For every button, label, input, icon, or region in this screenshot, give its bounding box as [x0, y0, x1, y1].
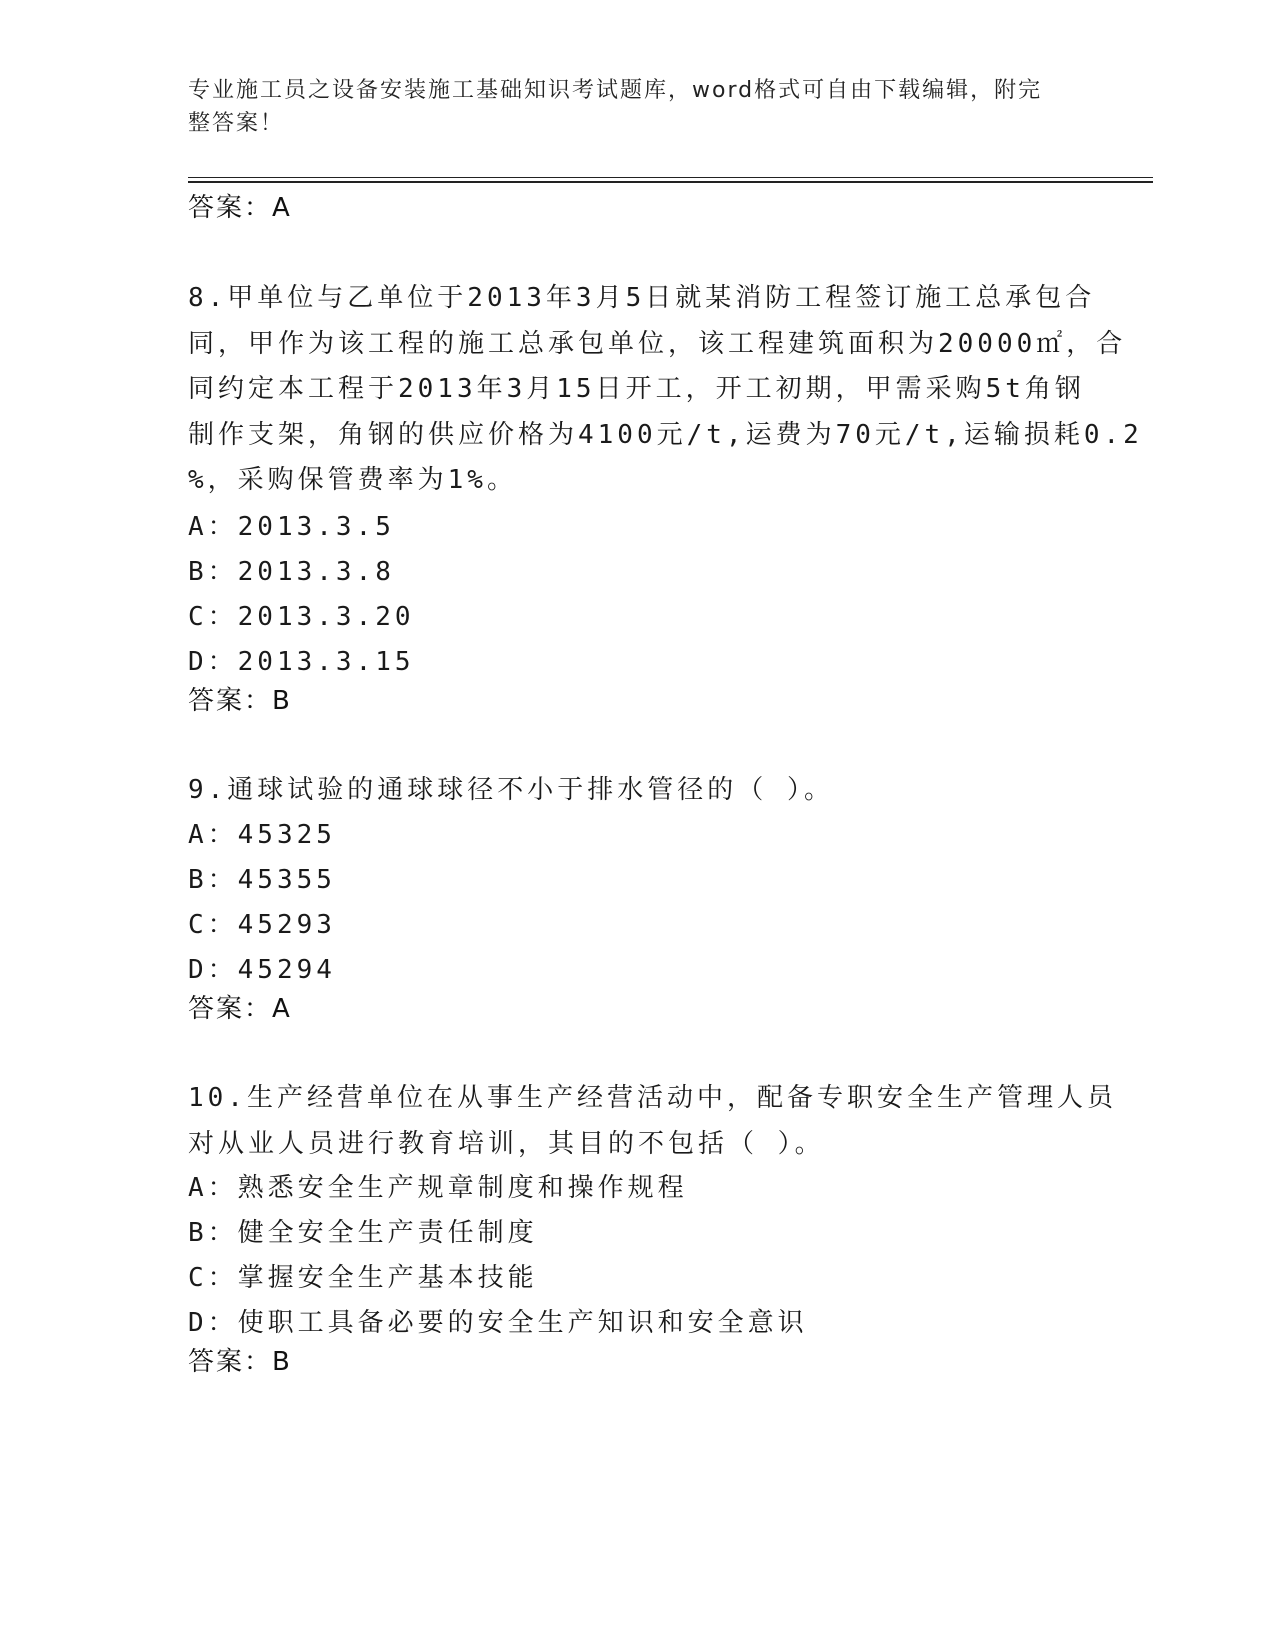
question-stem-line: 同，甲作为该工程的施工总承包单位，该工程建筑面积为20000㎡，合: [188, 328, 1127, 359]
option-a: A：熟悉安全生产规章制度和操作规程: [188, 1173, 688, 1203]
header-rule-thick: [188, 181, 1153, 183]
option-d: D：2013.3.15: [188, 647, 415, 677]
question-8-answer: 答案：B: [188, 686, 292, 716]
question-10-stem: [188, 1076, 1117, 1167]
question-10-options: [188, 1166, 1088, 1346]
page-header: [188, 74, 1088, 140]
option-c: C：45293: [188, 910, 336, 940]
question-9-answer: 答案：A: [188, 994, 292, 1024]
question-stem-line: %，采购保管费率为1%。: [188, 465, 517, 495]
question-8-options: [188, 505, 1088, 685]
question-9-stem: [188, 768, 1088, 814]
question-stem-line: 对从业人员进行教育培训，其目的不包括（ ）。: [188, 1128, 825, 1159]
option-a: A：45325: [188, 820, 336, 850]
question-stem-line: 9.通球试验的通球球径不小于排水管径的（ ）。: [188, 775, 834, 805]
option-d: D：使职工具备必要的安全生产知识和安全意识: [188, 1308, 808, 1338]
question-9-options: [188, 813, 1088, 993]
question-stem-line: 制作支架，角钢的供应价格为4100元/t,运费为70元/t,运输损耗0.2: [188, 419, 1143, 450]
question-10-answer: 答案：B: [188, 1347, 292, 1377]
option-d: D：45294: [188, 955, 336, 985]
header-line-1: 专业施工员之设备安装施工基础知识考试题库，word格式可自由下载编辑，附完: [188, 78, 1043, 103]
option-c: C：掌握安全生产基本技能: [188, 1263, 538, 1293]
header-rule-thin: [188, 177, 1153, 178]
option-b: B：45355: [188, 865, 336, 895]
option-a: A：2013.3.5: [188, 512, 395, 542]
question-stem-line: 10.生产经营单位在从事生产经营活动中，配备专职安全生产管理人员: [188, 1083, 1117, 1113]
question-stem-line: 同约定本工程于2013年3月15日开工，开工初期，甲需采购5t角钢: [188, 374, 1085, 404]
question-8-stem: [188, 276, 1143, 504]
option-b: B：健全安全生产责任制度: [188, 1218, 538, 1248]
question-stem-line: 8.甲单位与乙单位于2013年3月5日就某消防工程签订施工总承包合: [188, 283, 1096, 313]
option-b: B：2013.3.8: [188, 557, 395, 587]
header-line-2: 整答案！: [188, 111, 285, 136]
option-c: C：2013.3.20: [188, 602, 415, 632]
answer-previous: 答案：A: [188, 193, 292, 223]
